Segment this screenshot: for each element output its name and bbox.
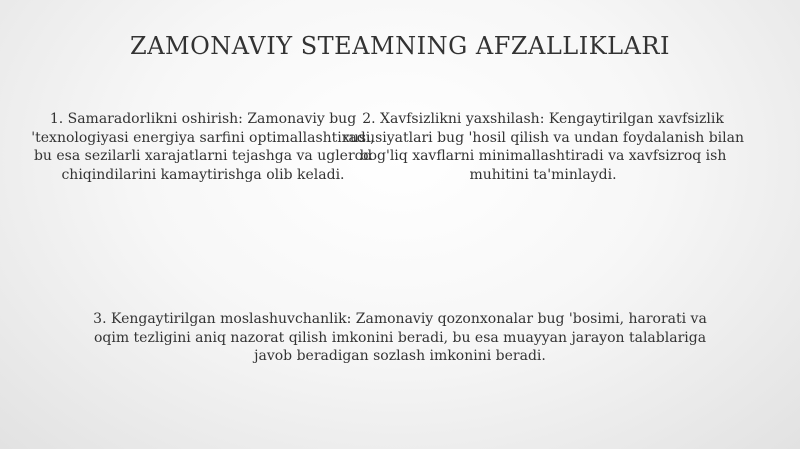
- point-flexibility: 3. Kengaytirilgan moslashuvchanlik: Zamonaviy qozonxonalar bug 'bosimi, harorati va oqim tezligini aniq nazorat qilish imkonini beradi, bu esa muayyan jarayon talablariga javob beradigan sozlash imkonini beradi.: [93, 311, 707, 364]
- point-safety: 2. Xavfsizlikni yaxshilash: Kengaytirilgan xavfsizlik xususiyatlari bug 'hosil qilish va undan foydalanish bilan bog'liq xavflarni minimallashtiradi va xavfsizroq ish muhitini ta'minlaydi.: [341, 111, 744, 183]
- point-efficiency: 1. Samaradorlikni oshirish: Zamonaviy bug 'texnologiyasi energiya sarfini optimallashtiradi, bu esa sezilarli xarajatlarni tejashga va uglerod chiqindilarini kamaytirishga olib keladi.: [31, 111, 375, 183]
- slide-title: ZAMONAVIY STEAMNING AFZALLIKLARI: [130, 32, 670, 60]
